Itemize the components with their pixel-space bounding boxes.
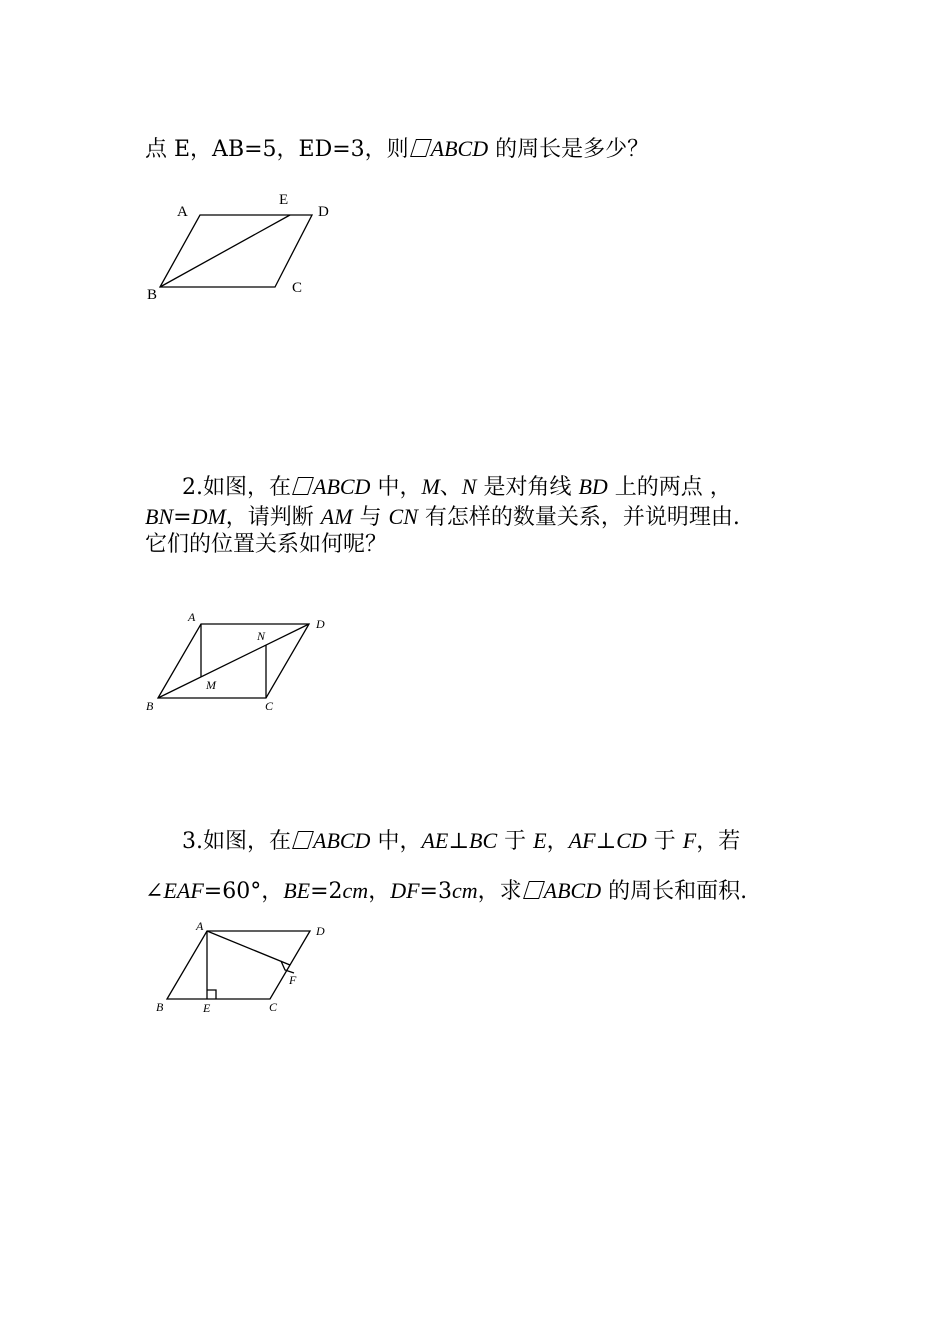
problem2-line3: 它们的位置关系如何呢？ [145, 532, 388, 557]
figure3-label-e: E [203, 1001, 211, 1015]
figure1-label-b: B [147, 287, 158, 303]
figure3-parallelogram [167, 931, 310, 999]
figure2-diagonal-bd [158, 624, 309, 698]
figure3-right-angle-e-icon [207, 990, 216, 999]
figure1-label-c: C [292, 280, 303, 296]
figure1-outline [160, 215, 312, 287]
figure1-label-e: E [279, 192, 289, 208]
figure3-label-a: A [196, 919, 204, 933]
problem2-line2: BN=DM，请判断 AM 与 CN 有怎样的数量关系，并说明理由. [145, 504, 740, 530]
figure3-label-b: B [156, 1000, 164, 1014]
figure1-parallelogram [160, 215, 312, 287]
figure2-label-c: C [265, 699, 274, 713]
figure1-label-a: A [177, 204, 188, 220]
figure3-label-c: C [269, 1000, 278, 1014]
figure2-parallelogram [158, 624, 309, 698]
figure3-label-f: F [289, 973, 297, 987]
figure2-label-b: B [146, 699, 154, 713]
figure3-label-d: D [316, 924, 325, 938]
problem3-line1: 3.如图，在 ABCD 中，AE⊥BC 于 E，AF⊥CD 于 F，若 [182, 828, 741, 854]
figure3-altitude-af [207, 931, 290, 965]
problem1-text: 点 E，AB=5，ED=3，则 ABCD 的周长是多少？ [145, 136, 650, 162]
figure2-label-d: D [316, 617, 325, 631]
figure1-label-d: D [318, 204, 329, 220]
figure2-label-n: N [257, 629, 266, 643]
problem3-line2: ∠EAF=60°，BE=2cm，DF=3cm，求 ABCD 的周长和面积. [145, 878, 748, 904]
figure2-label-a: A [188, 610, 196, 624]
problem2-line1: 2.如图，在 ABCD 中，M、N 是对角线 BD 上的两点 ， [182, 474, 732, 500]
figure2-label-m: M [206, 678, 216, 692]
